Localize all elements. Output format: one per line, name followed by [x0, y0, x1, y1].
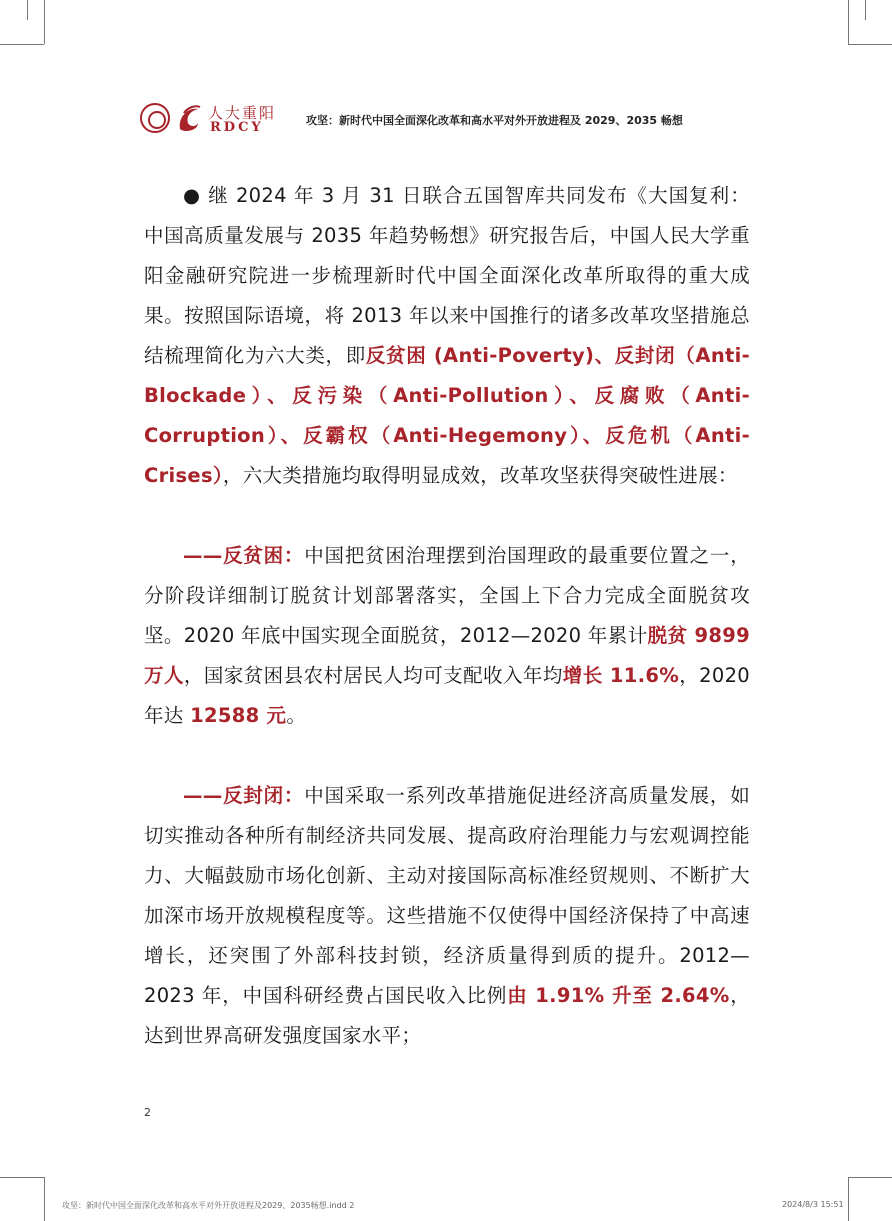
logo-chinese-text: 人大重阳: [208, 104, 277, 122]
print-slug-filename: 攻坚：新时代中国全面深化改革和高水平对外开放进程及2029、2035畅想.indd 2: [62, 1201, 355, 1210]
logo-english-text: RDCY: [210, 120, 264, 135]
crop-mark: [0, 44, 44, 45]
crop-mark: [848, 0, 849, 44]
page-number: 2: [144, 1106, 151, 1119]
anti-blockade-paragraph: [144, 776, 750, 1056]
text-run: 。: [286, 704, 307, 727]
text-run: ，2020 年达: [144, 664, 750, 727]
crop-mark: [848, 44, 892, 45]
bullet-icon: ●: [183, 184, 202, 207]
swirl-logo-icon: [176, 103, 202, 133]
text-run: ，国家贫困县农村居民人均可支配收入年均: [183, 664, 563, 687]
crop-mark: [848, 1177, 849, 1221]
body-text: [144, 176, 750, 1056]
crop-mark: [848, 1177, 892, 1178]
text-run: ，达到世界高研发强度国家水平；: [144, 984, 751, 1047]
anti-poverty-paragraph: [144, 536, 750, 736]
intro-paragraph: [144, 176, 750, 496]
crop-mark: [44, 1177, 45, 1221]
section-label-anti-blockade: ——反封闭：: [183, 784, 305, 807]
seal-logo-icon: [140, 103, 170, 133]
highlight-poverty-count: 脱贫 9899 万人: [144, 624, 750, 687]
page-header: [140, 100, 760, 140]
section-label-anti-poverty: ——反贫困：: [183, 544, 305, 567]
highlight-rd-ratio: 由 1.91% 升至 2.64%: [507, 984, 730, 1007]
crop-mark: [0, 1177, 44, 1178]
highlight-income-growth: 增长 11.6%: [562, 664, 680, 687]
running-header-title: 攻坚：新时代中国全面深化改革和高水平对外开放进程及 2029、2035 畅想: [306, 114, 683, 127]
print-slug-timestamp: 2024/8/3 15:51: [782, 1200, 844, 1209]
highlight-six-categories: 反贫困 (Anti-Poverty)、反封闭（Anti-Blockade）、反污染（Anti-Pollution）、反腐败（Anti-Corruption）、反霸权（Anti-Hegemony）、反危机（Anti-Crises）: [144, 344, 750, 487]
highlight-income-value: 12588 元: [190, 704, 287, 727]
text-run: 中国把贫困治理摆到治国理政的最重要位置之一，分阶段详细制订脱贫计划部署落实，全国上下合力完成全面脱贫攻坚。2020 年底中国实现全面脱贫，2012—2020 年累计: [144, 544, 750, 647]
crop-mark: [865, 0, 866, 20]
text-run: 继 2024 年 3 月 31 日联合五国智库共同发布《大国复利：中国高质量发展与 2035 年趋势畅想》研究报告后，中国人民大学重阳金融研究院进一步梳理新时代中国全面深化改革所取得的重大成果。按照国际语境，将 2013 年以来中国推行的诸多改革攻坚措施总结梳理简化为六大类，即: [144, 184, 750, 367]
crop-mark: [44, 0, 45, 44]
text-run: 中国采取一系列改革措施促进经济高质量发展，如切实推动各种所有制经济共同发展、提高政府治理能力与宏观调控能力、大幅鼓励市场化创新、主动对接国际高标准经贸规则、不断扩大加深市场开放规模程度等。这些措施不仅使得中国经济保持了中高速增长，还突围了外部科技封锁，经济质量得到质的提升。2012—2023 年，中国科研经费占国民收入比例: [144, 784, 750, 1007]
crop-mark: [27, 0, 28, 20]
text-run: ，六大类措施均取得明显成效，改革攻坚获得突破性进展：: [222, 464, 738, 487]
